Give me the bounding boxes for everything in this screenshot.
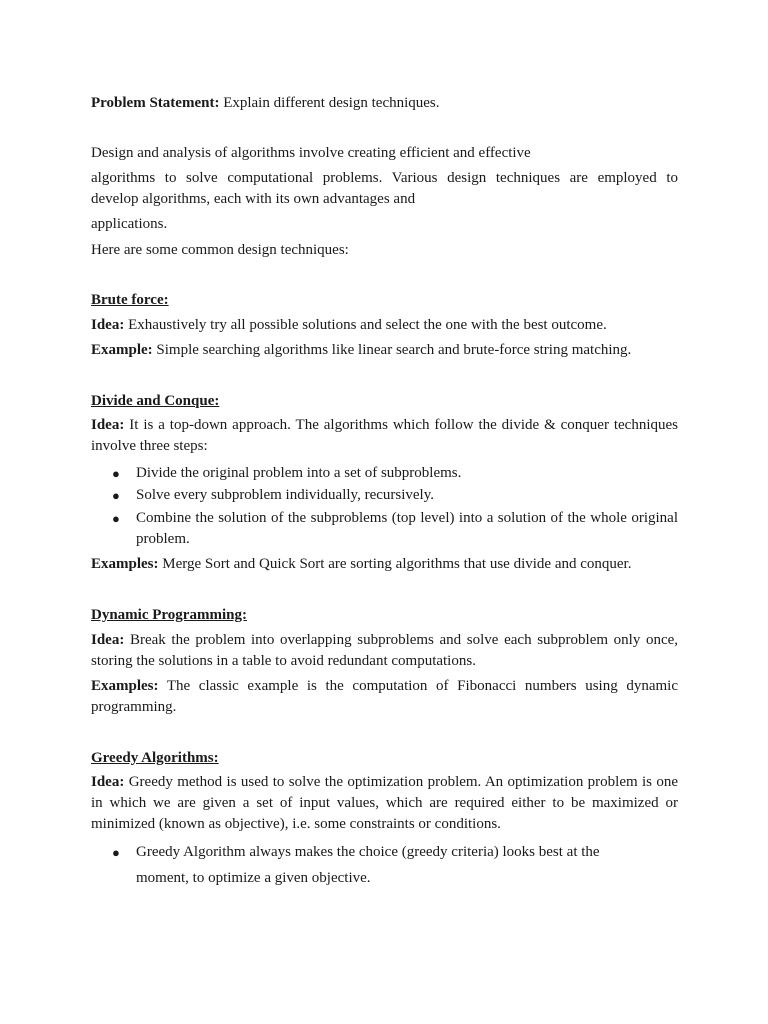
- divide-step-3: Combine the solution of the subproblems (top level) into a solution of the whole original problem.: [136, 510, 678, 547]
- brute-force-example-text: Simple searching algorithms like linear search and brute-force string matching.: [156, 342, 632, 358]
- brute-force-idea: [91, 315, 607, 335]
- greedy-heading: Greedy Algorithms:: [91, 750, 219, 766]
- greedy-idea-text: Greedy method is used to solve the optimization problem. An optimization problem is one in which we are given a set of input values, which are required either to be maximized or minimized (known as objective), i.e. some constraints or conditions.: [91, 774, 679, 832]
- divide-step-2: Solve every subproblem individually, recursively.: [136, 487, 434, 503]
- greedy-bullet-line-1: Greedy Algorithm always makes the choice (greedy criteria) looks best at the: [136, 844, 600, 860]
- intro-line-5: Here are some common design techniques:: [91, 242, 349, 258]
- greedy-idea: [91, 772, 678, 835]
- greedy-bullet-line-2: moment, to optimize a given objective.: [136, 870, 371, 886]
- greedy-idea-label: Idea:: [91, 774, 125, 790]
- brute-force-example-label: Example:: [91, 342, 153, 358]
- brute-force-heading: Brute force:: [91, 292, 169, 308]
- bullet-icon: ●: [112, 466, 120, 481]
- intro-line-3: develop algorithms, each with its own advantages and: [91, 191, 416, 207]
- brute-force-idea-label: Idea:: [91, 317, 125, 333]
- bullet-icon: ●: [112, 511, 120, 526]
- dynamic-programming-examples-label: Examples:: [91, 678, 159, 694]
- intro-line-4: applications.: [91, 216, 168, 232]
- intro-line-1: Design and analysis of algorithms involve creating efficient and effective: [91, 145, 531, 161]
- divide-conquer-idea-text: It is a top-down approach. The algorithms which follow the divide & conquer techniques involve three steps:: [91, 417, 678, 454]
- dynamic-programming-heading: Dynamic Programming:: [91, 607, 247, 623]
- problem-statement: [91, 93, 440, 113]
- bullet-icon: ●: [112, 845, 120, 860]
- problem-statement-label: Problem Statement:: [91, 95, 220, 111]
- bullet-icon: ●: [112, 488, 120, 503]
- brute-force-example: [91, 340, 631, 360]
- dynamic-programming-idea: [91, 630, 678, 672]
- divide-step-1: Divide the original problem into a set of subproblems.: [136, 465, 462, 481]
- problem-statement-text: Explain different design techniques.: [223, 95, 440, 111]
- divide-conquer-heading: Divide and Conque:: [91, 393, 220, 409]
- dynamic-programming-examples-text: The classic example is the computation of Fibonacci numbers using dynamic programming.: [91, 678, 678, 715]
- divide-conquer-examples: [91, 554, 631, 574]
- divide-conquer-examples-text: Merge Sort and Quick Sort are sorting algorithms that use divide and conquer.: [162, 556, 632, 572]
- dynamic-programming-idea-text: Break the problem into overlapping subproblems and solve each subproblem only once, storing the solutions in a table to avoid redundant computations.: [91, 632, 679, 669]
- dynamic-programming-examples: [91, 676, 678, 718]
- brute-force-idea-text: Exhaustively try all possible solutions and select the one with the best outcome.: [128, 317, 607, 333]
- dynamic-programming-idea-label: Idea:: [91, 632, 125, 648]
- divide-conquer-examples-label: Examples:: [91, 556, 159, 572]
- divide-conquer-idea-label: Idea:: [91, 417, 125, 433]
- divide-conquer-idea: [91, 415, 678, 457]
- intro-line-2: algorithms to solve computational problems. Various design techniques are employed to: [91, 170, 678, 186]
